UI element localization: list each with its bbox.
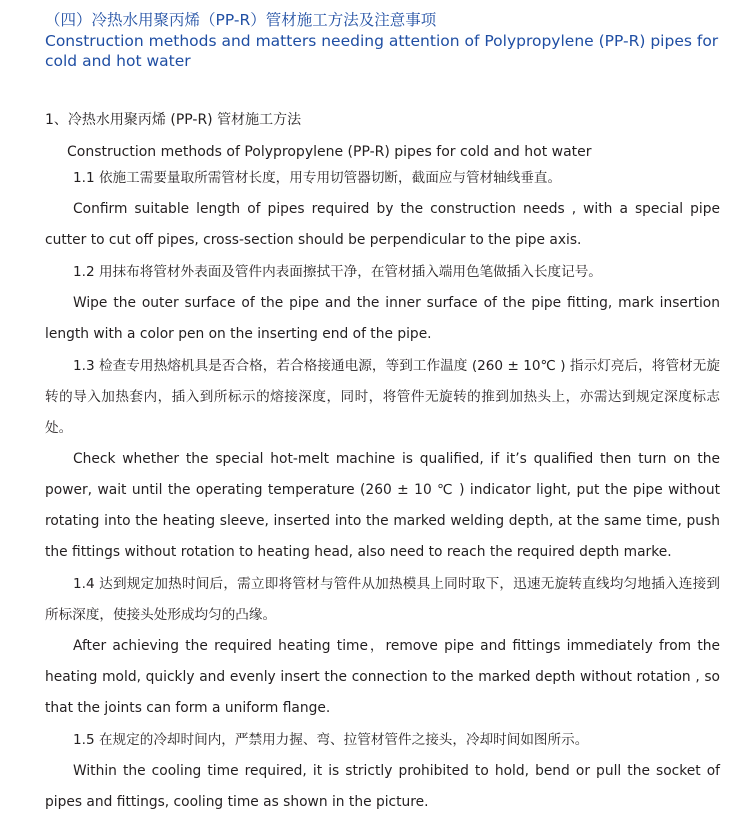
step-1-1-chinese: 1.1 依施工需要量取所需管材长度，用专用切管器切断，截面应与管材轴线垂直。 [73, 170, 562, 186]
step-1-5-chinese: 1.5 在规定的冷却时间内，严禁用力握、弯、拉管材管件之接头，冷却时间如图所示。 [73, 732, 589, 748]
section-heading-english: Construction methods of Polypropylene (PP-R) pipes for cold and hot water [67, 144, 592, 160]
step-1-4-english: After achieving the required heating time，remove pipe and fittings immediately from the heating mold, quickly and evenly insert the connection to the marked depth without rotation , so that the joints can form a uniform flange. [45, 638, 720, 716]
step-1-3-english: Check whether the special hot-melt machine is qualified, if it’s qualified then turn on the power, wait until the operating temperature (260 ± 10 ℃ ) indicator light, put the pipe without rotating into the heating sleeve, inserted into the marked welding depth, at the same time, push the fittings without rotation to heating head, also need to reach the required depth marke. [45, 451, 720, 560]
document-page [45, 10, 720, 818]
step-1-1-english: Confirm suitable length of pipes required by the construction needs , with a special pipe cutter to cut off pipes, cross-section should be perpendicular to the pipe axis. [45, 201, 720, 248]
title-english: Construction methods and matters needing attention of Polypropylene (PP-R) pipes for cold and hot water [45, 32, 719, 70]
step-1-2 [45, 257, 720, 350]
step-1-1 [45, 163, 720, 256]
step-1-3 [45, 351, 720, 568]
step-1-2-english: Wipe the outer surface of the pipe and the inner surface of the pipe fitting, mark insertion length with a color pen on the inserting end of the pipe. [45, 295, 720, 342]
section-heading-chinese: 1、冷热水用聚丙烯 (PP-R) 管材施工方法 [45, 112, 302, 128]
step-1-5 [45, 725, 720, 818]
step-1-5-english: Within the cooling time required, it is strictly prohibited to hold, bend or pull the socket of pipes and fittings, cooling time as shown in the picture. [45, 763, 720, 810]
step-1-2-chinese: 1.2 用抹布将管材外表面及管件内表面擦拭干净，在管材插入端用色笔做插入长度记号。 [73, 264, 602, 280]
step-1-4-chinese: 1.4 达到规定加热时间后，需立即将管材与管件从加热模具上同时取下，迅速无旋转直线均匀地插入连接到所标深度，使接头处形成均匀的凸缘。 [45, 576, 720, 623]
step-1-3-chinese: 1.3 检查专用热熔机具是否合格，若合格接通电源，等到工作温度 (260 ± 10℃ ) 指示灯亮后，将管材无旋转的导入加热套内，插入到所标示的熔接深度，同时，将管件无旋转的推到加热头上，亦需达到规定深度标志处。 [45, 358, 720, 436]
step-1-4 [45, 569, 720, 724]
title-chinese: （四）冷热水用聚丙烯（PP-R）管材施工方法及注意事项 [45, 11, 437, 29]
